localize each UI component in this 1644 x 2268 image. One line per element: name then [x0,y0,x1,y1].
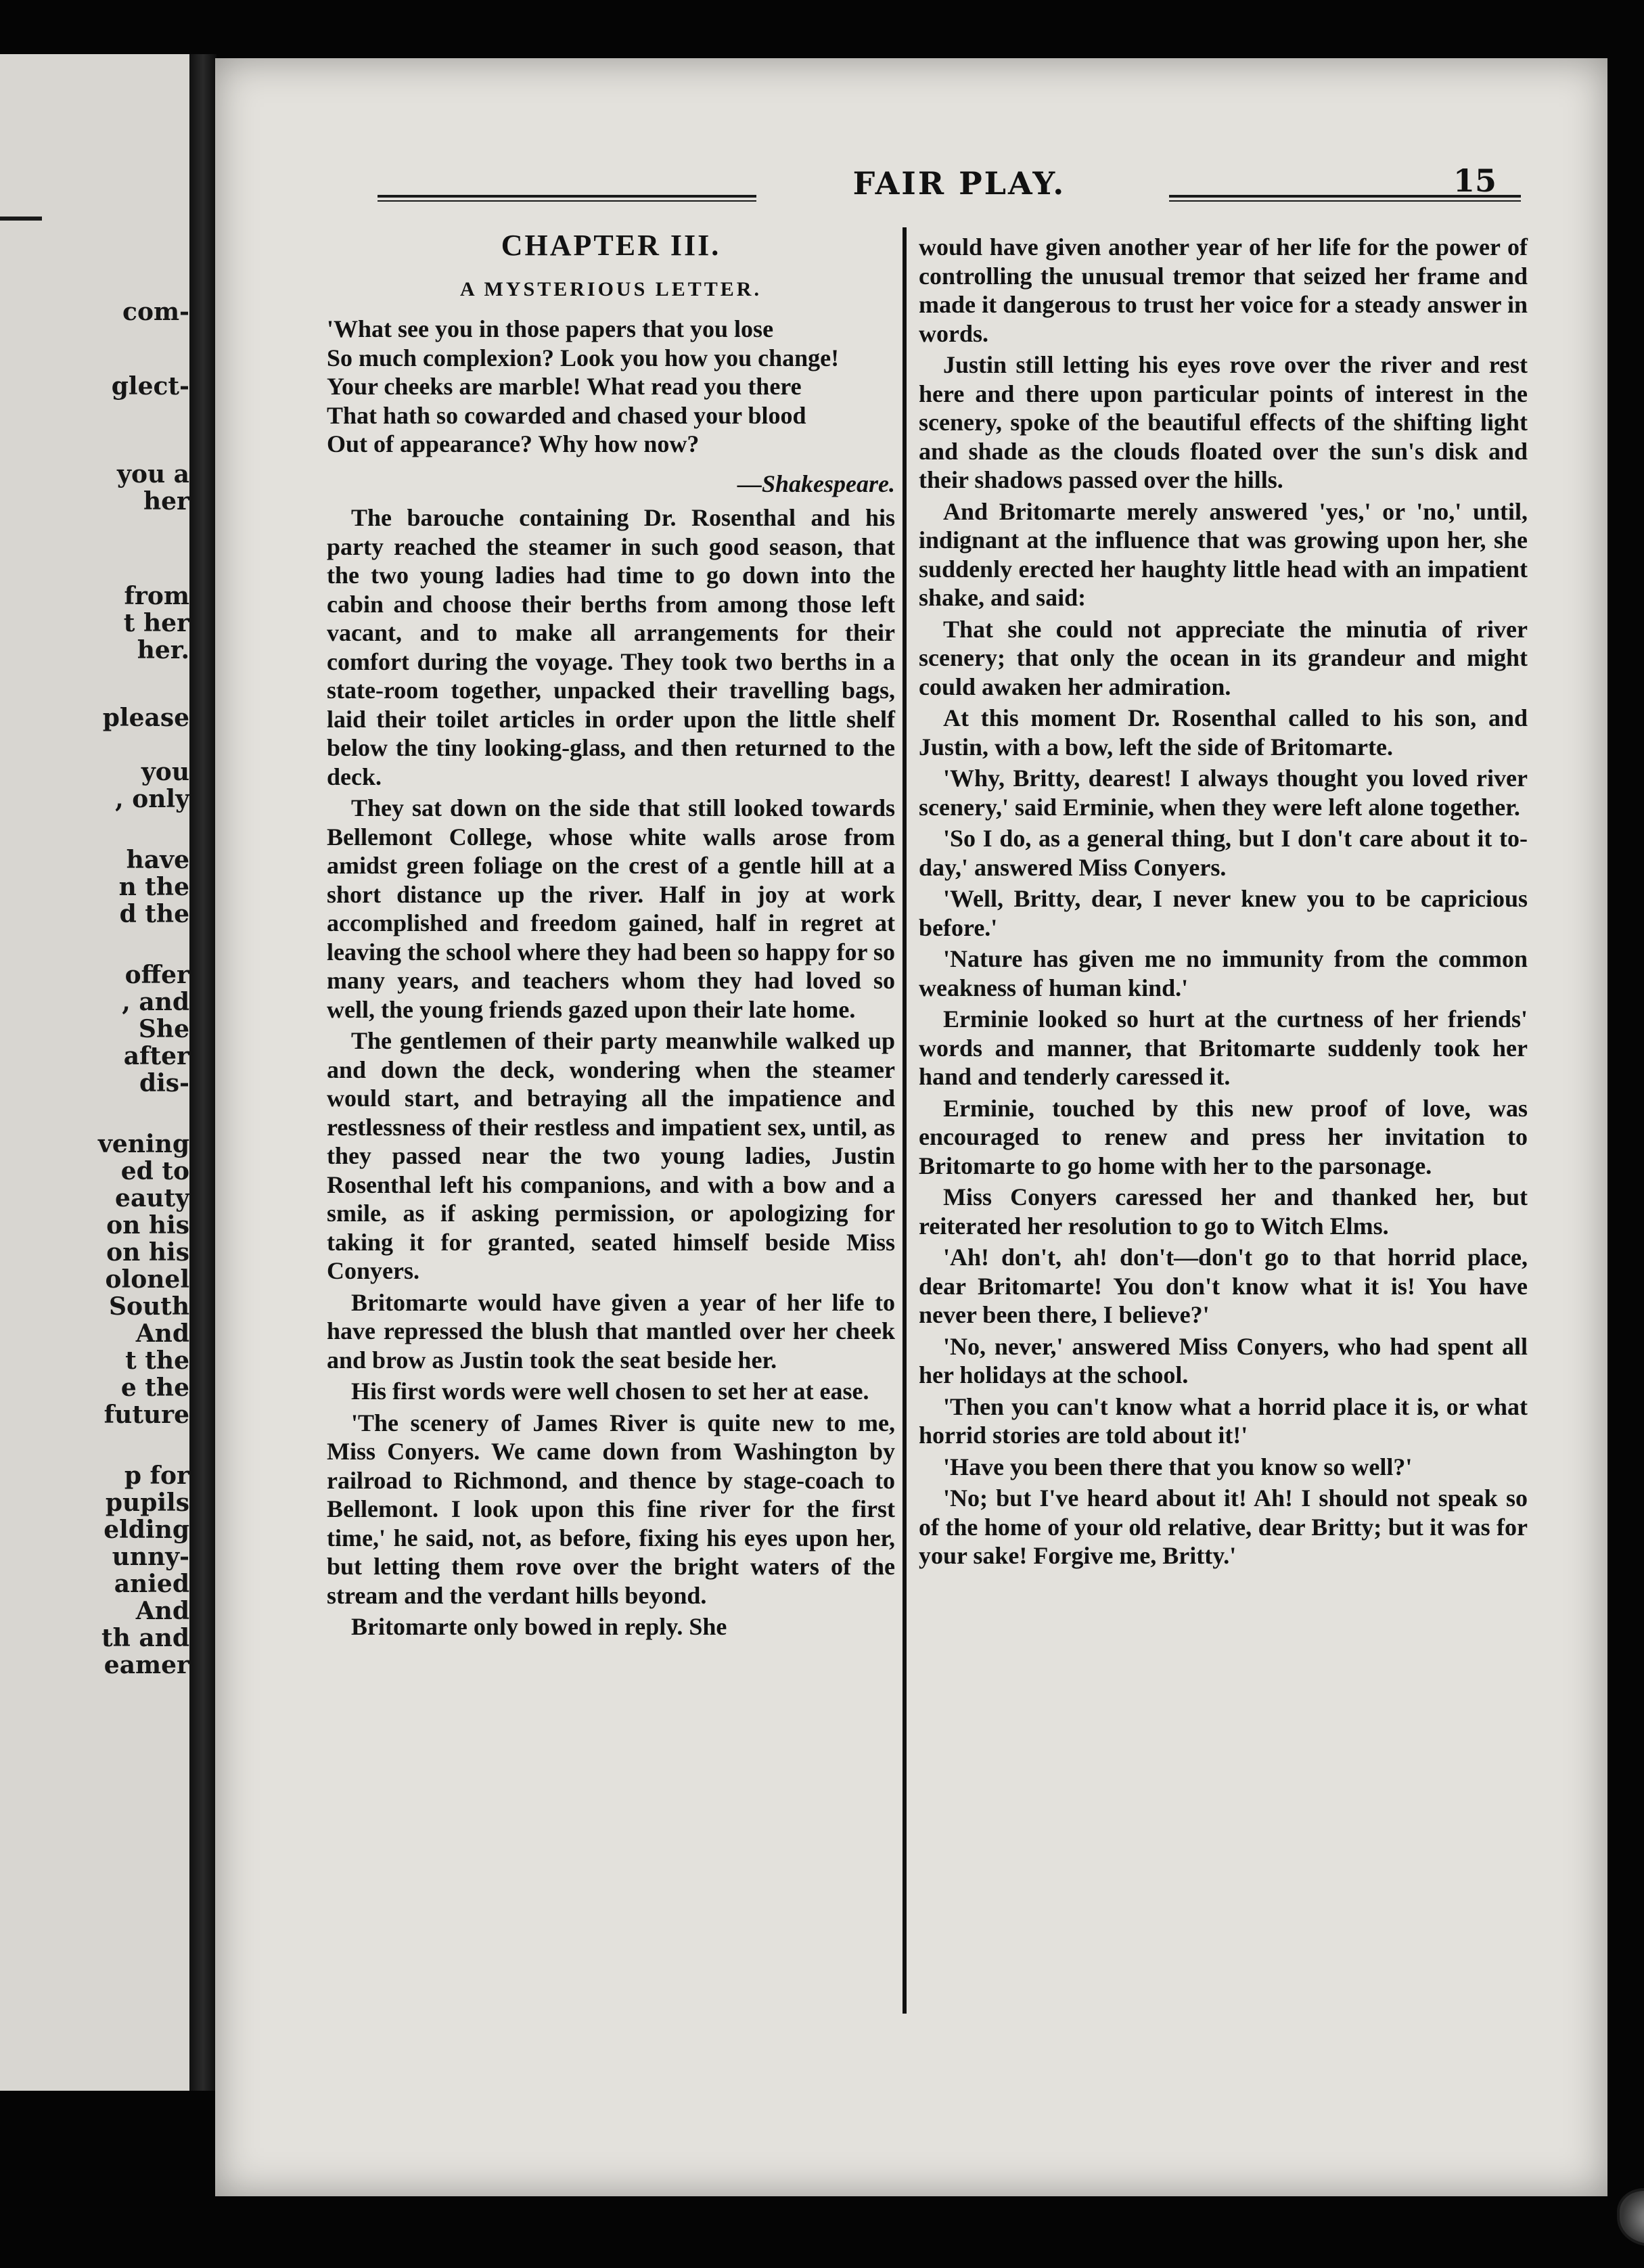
previous-page-line: have [126,846,189,874]
paragraph: Britomarte only bowed in reply. She [351,1613,727,1640]
paragraph: At this moment Dr. Rosenthal called to his son, and Justin, with a bow, left the side of Britomarte. [919,704,1528,761]
paragraph: The barouche containing Dr. Rosenthal and his party reached the steamer in such good season, that the two young ladies had time to go down into the cabin and choose their berths from among those left vacant, and to make all arrangements for their comfort during the voyage. They took two berths in a state-room together, unpacked their travelling bags, laid their toilet articles in order upon the little shelf below the tiny looking-glass, and then returned to the deck. [327,504,895,790]
paragraph: His first words were well chosen to set her at ease. [351,1378,869,1405]
previous-page-line: her [143,487,189,516]
paragraph: The gentlemen of their party meanwhile walked up and down the deck, wondering when the steamer would start, and betraying all the impatience and restlessness of their restless and impatient sex, until, as they passed near the two young ladies, Justin Rosenthal left his companions, and with a bow and a smile, as if asking permission, or apologizing for taking it for granted, seated himself beside Miss Conyers. [327,1027,895,1284]
paragraph: 'No, never,' answered Miss Conyers, who had spent all her holidays at the school. [919,1332,1528,1388]
previous-page-line: on his [106,1211,189,1240]
paragraph: 'The scenery of James River is quite new to me, Miss Conyers. We came down from Washington by railroad to Richmond, and thence by stage-coach to Bellemont. I look upon this fine river for the first time,' he said, not, as before, fixing his eyes upon her, but letting them rove over the bright waters of the stream and the verdant hills beyond. [327,1409,895,1609]
paragraph: Miss Conyers caressed her and thanked her, but reiterated her resolution to go to Witch Elms. [919,1183,1528,1240]
epigraph [327,315,895,459]
column-divider [903,227,907,2014]
previous-page-line: unny- [112,1543,189,1571]
paragraph: Erminie looked so hurt at the curtness of her friends' words and manner, that Britomarte suddenly took her hand and tenderly caressed it. [919,1005,1528,1090]
previous-page-line: d the [119,900,189,928]
previous-page-line: anied [114,1570,189,1598]
right-column [919,233,1528,1573]
previous-page-line: vening [97,1130,189,1158]
epigraph-line: So much complexion? Look you how you change! [327,344,840,371]
header-rule-left-thin [378,200,756,202]
previous-page-line: p for [124,1461,189,1490]
paragraph: They sat down on the side that still looked towards Bellemont College, whose white walls arose from amidst green foliage on the crest of a gentle hill at a short distance up the river. Half in joy at work accomplished and freedom gained, half in regret at leaving the school where they had been so happy for so many years, and teachers whom they had loved so well, the young friends gazed upon their late home. [327,794,895,1023]
paragraph: 'No; but I've heard about it! Ah! I should not speak so of the home of your old relative, dear Britty; but it was for your sake! Forgive me, Britty.' [919,1484,1528,1569]
paragraph: 'Why, Britty, dearest! I always thought you loved river scenery,' said Erminie, when they were left alone together. [919,765,1528,821]
epigraph-line: That hath so cowarded and chased your blood [327,401,806,429]
previous-page-line: from [124,582,189,610]
page-number: 15 [1453,162,1497,199]
previous-page-line: e the [120,1374,189,1402]
epigraph-line: Out of appearance? Why how now? [327,430,700,457]
previous-page-line: n the [118,873,189,901]
previous-page-line: please [102,704,189,732]
previous-page-line: pupils [105,1489,189,1517]
previous-page-line: ed to [120,1157,189,1185]
previous-page-line: th and [101,1624,189,1652]
previous-page-line: eamer [104,1651,189,1679]
header-rule-right-thin [1169,200,1521,202]
previous-page-line: , only [115,785,189,813]
epigraph-line: 'What see you in those papers that you lose [327,315,774,342]
previous-page-line: She [138,1015,189,1043]
previous-page-line: after [123,1042,189,1070]
paragraph: 'Nature has given me no immunity from the common weakness of human kind.' [919,945,1528,1001]
previous-page-line: elding [104,1516,189,1544]
previous-page-line: t her [123,609,189,637]
previous-page-line: you a [117,460,189,489]
previous-page-line: , and [122,988,189,1016]
previous-page-line: future [104,1401,189,1429]
previous-page-line: t the [125,1346,189,1375]
chapter-heading: CHAPTER III. [501,229,721,262]
previous-page-line: South [109,1292,189,1321]
previous-page-line: dis- [139,1069,189,1097]
previous-page-line: her. [137,636,189,664]
book-gutter [189,54,216,2091]
previous-page-line: offer [124,961,189,989]
previous-page-line: olonel [105,1265,189,1294]
paragraph: Britomarte would have given a year of her life to have repressed the blush that mantled over her cheek and brow as Justin took the seat beside her. [327,1288,895,1374]
paragraph: 'Well, Britty, dear, I never knew you to be capricious before.' [919,885,1528,941]
page-header [364,162,1595,206]
previous-page-line: And [135,1597,189,1625]
paragraph: Erminie, touched by this new proof of love, was encouraged to renew and press her invitation to Britomarte to go home with her to the parsonage. [919,1094,1528,1179]
previous-page-line: And [135,1319,189,1348]
paragraph: would have given another year of her life for the power of controlling the unusual tremor that seized her frame and made it dangerous to trust her voice for a steady answer in words. [919,233,1528,347]
previous-page-rule [0,217,42,221]
paragraph: 'Have you been there that you know so well?' [943,1453,1413,1480]
epigraph-attribution: —Shakespeare. [737,470,895,497]
header-rule-left [378,195,756,198]
paragraph: 'Ah! don't, ah! don't—don't go to that horrid place, dear Britomarte! You don't know what it is! You have never been there, I believe?' [919,1244,1528,1328]
running-title: FAIR PLAY. [852,165,1066,202]
library-stamp-icon [1617,2188,1644,2246]
previous-page-fragment [0,54,189,2091]
paragraph: 'So I do, as a general thing, but I don't care about it to-day,' answered Miss Conyers. [919,825,1528,881]
left-column [327,231,895,1644]
main-page [215,58,1607,2196]
previous-page-line: glect- [111,372,189,401]
paragraph: That she could not appreciate the minutia of river scenery; that only the ocean in its grandeur and might could awaken her admiration. [919,615,1528,700]
paragraph: And Britomarte merely answered 'yes,' or 'no,' until, indignant at the influence that was growing upon her, she suddenly erected her haughty little head with an impatient shake, and said: [919,497,1528,611]
previous-page-line: com- [122,298,189,326]
previous-page-line: on his [106,1238,189,1267]
previous-page-line: eauty [115,1184,189,1212]
previous-page-line: you [141,758,189,786]
paragraph: Justin still letting his eyes rove over the river and rest here and there upon particular points of interest in the scenery, spoke of the beautiful effects of the shifting light and shade as the clouds floated over the sun's disk and their shadows passed over the hills. [919,351,1528,493]
paragraph: 'Then you can't know what a horrid place it is, or what horrid stories are told about it!' [919,1392,1528,1449]
epigraph-line: Your cheeks are marble! What read you there [327,373,802,400]
chapter-title: A MYSTERIOUS LETTER. [460,277,762,300]
